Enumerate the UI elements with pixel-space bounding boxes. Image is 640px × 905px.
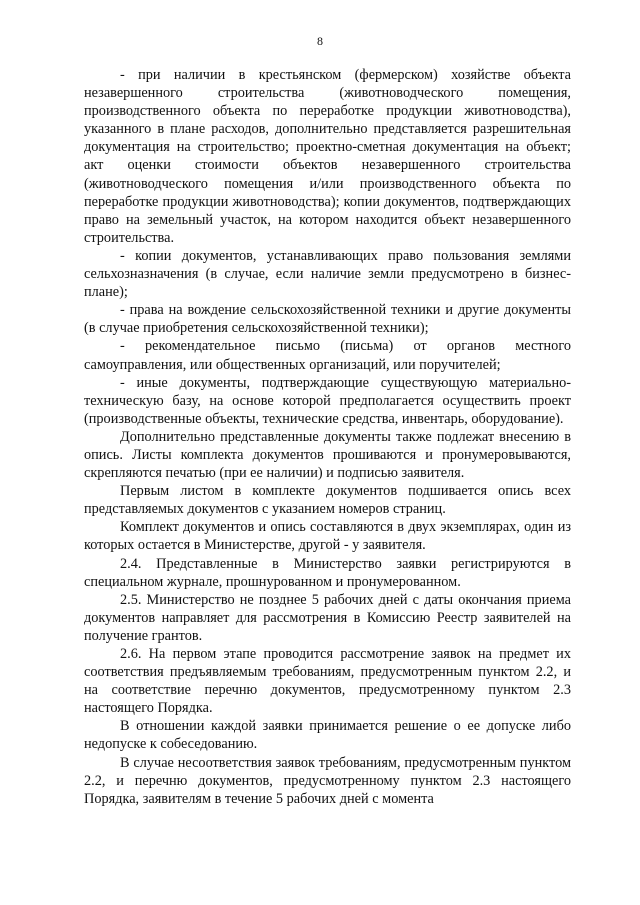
paragraph-2-5: 2.5. Министерство не позднее 5 рабочих дней с даты окончания приема документов направляет для рассмотрения в Комиссию Реестр заявителей на получение грантов. [84,591,571,644]
paragraph-land-rights: - копии документов, устанавливающих право пользования землями сельхозназначения (в случае, если наличие земли предусмотрено в бизнес-плане); [84,247,571,301]
paragraph-recommendation-letter: - рекомендательное письмо (письма) от органов местного самоуправления, или общественных организаций, или поручителей; [84,338,571,373]
paragraph-two-copies: Комплект документов и опись составляются в двух экземплярах, один из которых остается в Министерстве, другой - у заявителя. [84,519,571,554]
paragraph-other-documents: - иные документы, подтверждающие существующую материально-техническую базу, на основе которой предполагается осуществить проект (производственные объекты, технические средства, инвентарь, оборудование). [84,374,571,427]
paragraph-nonconformity: В случае несоответствия заявок требованиям, предусмотренным пунктом 2.2, и перечню документов, предусмотренному пунктом 2.3 настоящего Порядка, заявителям в течение 5 рабочих дней с момента [84,754,571,807]
paragraph-additional-documents: Дополнительно представленные документы также подлежат внесению в опись. Листы комплекта документов прошиваются и пронумеровываются, скрепляются печатью (при ее наличии) и подписью заявителя. [84,428,571,482]
paragraph-unfinished-construction: - при наличии в крестьянском (фермерском) хозяйстве объекта незавершенного строительства (животноводческого помещения, производственного объекта по переработке продукции животноводства), указанного в плане расходов, дополнительно представляется разрешительная документация на строительство; проектно-сметная документация на объект; акт оценки стоимости объектов незавершенного строительства (животноводческого помещения и/или производственного объекта по переработке продукции животноводства); копии документов, подтверждающих право на земельный участок, на котором находится объект незавершенного строительства. [84,67,571,246]
paragraph-admission-decision: В отношении каждой заявки принимается решение о ее допуске либо недопуске к собеседованию. [84,718,571,753]
paragraph-2-4: 2.4. Представленные в Министерство заявки регистрируются в специальном журнале, прошнурованном и пронумерованном. [84,555,571,590]
page-number: 8 [317,34,323,48]
document-body [84,66,571,808]
paragraph-first-sheet: Первым листом в комплекте документов подшивается опись всех представляемых документов с указанием номеров страниц. [84,483,571,518]
paragraph-driving-license: - права на вождение сельскохозяйственной техники и другие документы (в случае приобретения сельскохозяйственной техники); [84,302,571,337]
paragraph-2-6: 2.6. На первом этапе проводится рассмотрение заявок на предмет их соответствия предъявляемым требованиям, предусмотренным пунктом 2.2, и на соответствие перечню документов, предусмотренному пунктом 2.3 настоящего Порядка. [84,646,571,717]
